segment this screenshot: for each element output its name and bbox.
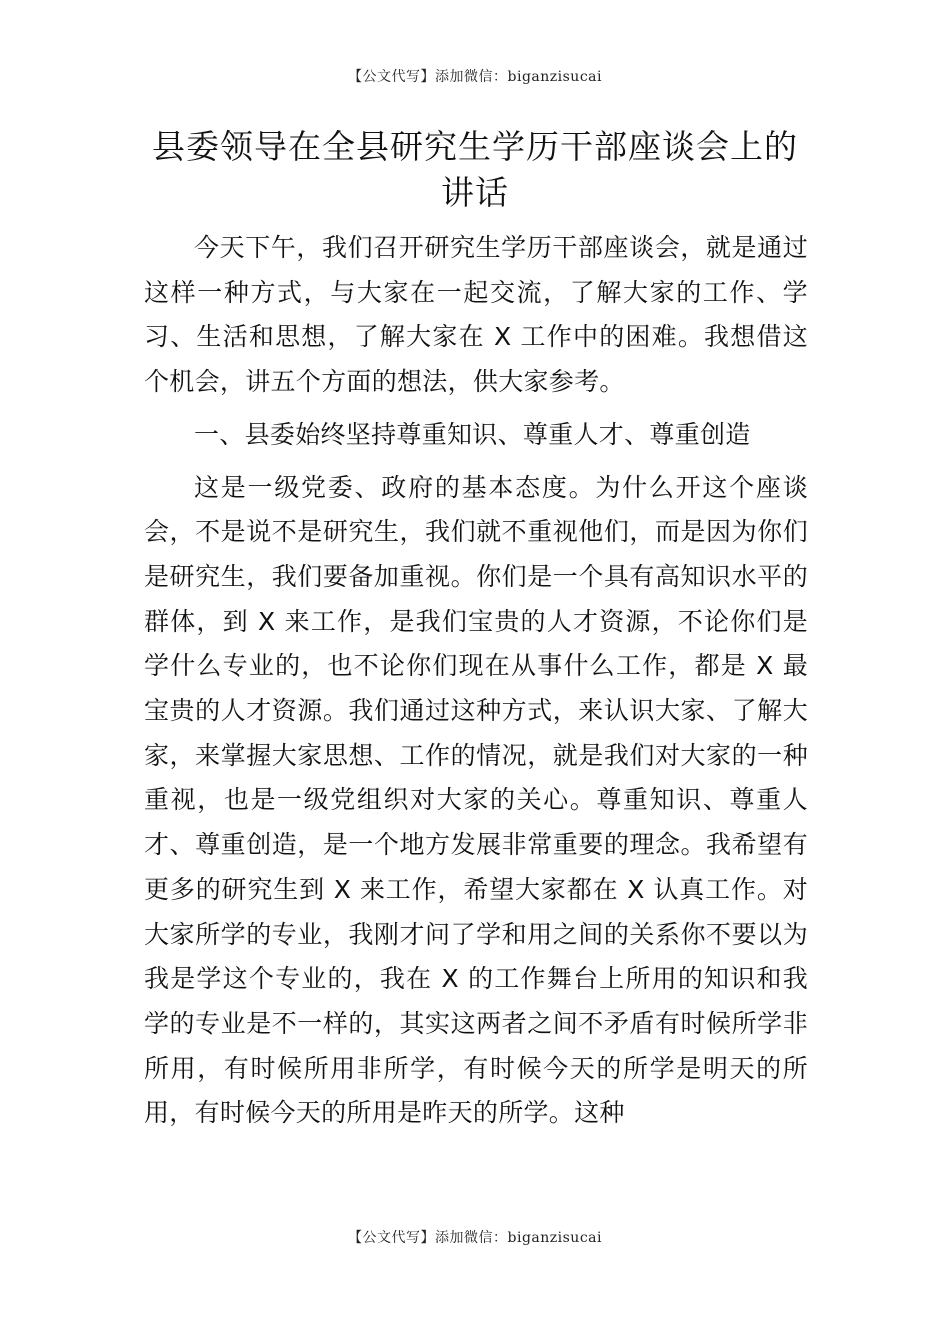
footer-watermark: 【公文代写】添加微信：biganzisucai: [348, 1230, 602, 1246]
document-body: [144, 226, 808, 1136]
title-line-2: 讲话: [441, 173, 509, 212]
title-line-1: 县委领导在全县研究生学历干部座谈会上的: [152, 127, 798, 166]
document-title: [120, 124, 830, 216]
header-watermark: 【公文代写】添加微信：biganzisucai: [348, 69, 602, 85]
section-paragraph-1: 这是一级党委、政府的基本态度。为什么开这个座谈会，不是说不是研究生，我们就不重视他们，而是因为你们是研究生，我们要备加重视。你们是一个具有高知识水平的群体，到 X 来工作，是我们宝贵的人才资源，不论你们是学什么专业的，也不论你们现在从事什么工作，都是 X 最宝贵的人才资源。我们通过这种方式，来认识大家、了解大家，来掌握大家思想、工作的情况，就是我们对大家的一种重视，也是一级党组织对大家的关心。尊重知识、尊重人才、尊重创造，是一个地方发展非常重要的理念。我希望有更多的研究生到 X 来工作，希望大家都在 X 认真工作。对大家所学的专业，我刚才问了学和用之间的关系你不要以为我是学这个专业的，我在 X 的工作舞台上所用的知识和我学的专业是不一样的，其实这两者之间不矛盾有时候所学非所用，有时候所用非所学，有时候今天的所学是明天的所用，有时候今天的所用是昨天的所学。这种: [144, 472, 808, 1128]
intro-paragraph: 今天下午，我们召开研究生学历干部座谈会，就是通过这样一种方式，与大家在一起交流，了解大家的工作、学习、生活和思想，了解大家在 X 工作中的困难。我想借这个机会，讲五个方面的想法，供大家参考。: [144, 233, 808, 397]
section-heading-1: 一、县委始终坚持尊重知识、尊重人才、尊重创造: [194, 419, 751, 449]
